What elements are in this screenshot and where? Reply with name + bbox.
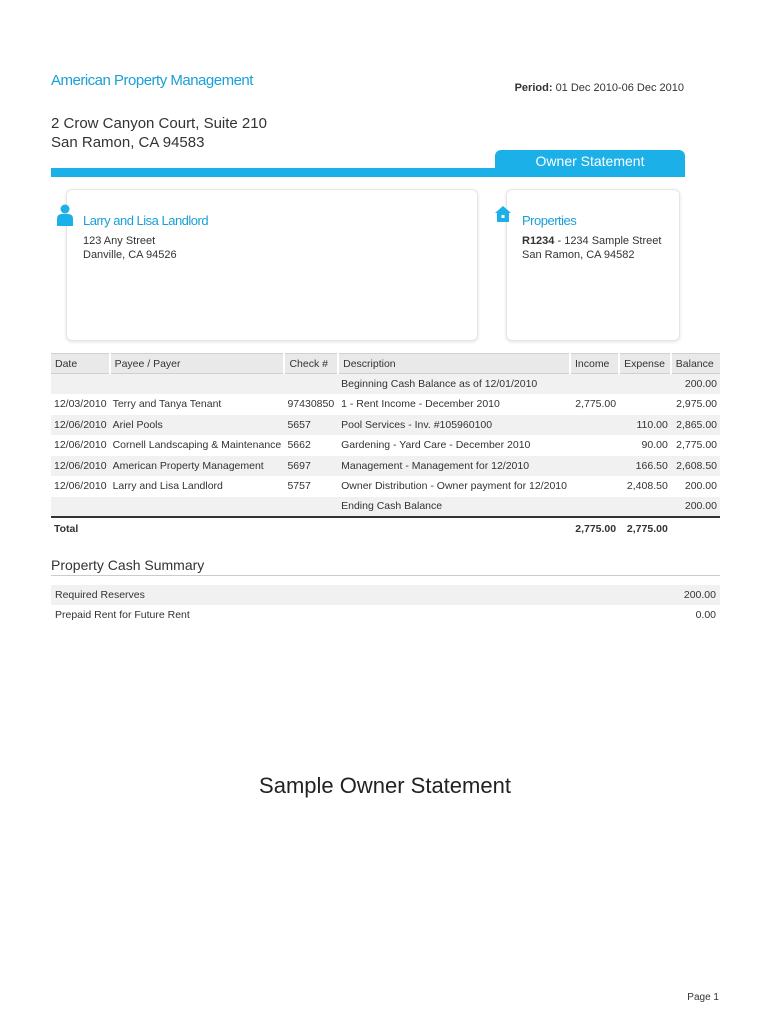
owner-street: 123 Any Street: [83, 235, 156, 247]
cell-date: [51, 374, 110, 395]
cell-date: [51, 497, 110, 518]
cell-expense: 166.50: [619, 456, 671, 477]
table-row: [51, 374, 720, 395]
cell-payee: Larry and Lisa Landlord: [112, 480, 223, 493]
cell-date: 12/06/2010: [51, 456, 110, 477]
table-row: [51, 415, 720, 436]
properties-title: Properties: [522, 213, 577, 228]
cell-payee: Terry and Tanya Tenant: [112, 398, 222, 411]
cell-payee: [110, 374, 285, 395]
cell-income: [570, 435, 619, 456]
cell-expense: 2,408.50: [626, 480, 668, 493]
cell-check: 5757: [287, 480, 311, 493]
owner-statement-tab: Owner Statement: [495, 150, 685, 177]
table-row: [51, 497, 720, 518]
cell-description: Ending Cash Balance: [338, 497, 570, 518]
column-header-expense: Expense: [619, 354, 671, 374]
cell-description: Management - Management for 12/2010: [338, 456, 570, 477]
cell-payee: American Property Management: [110, 456, 285, 477]
cell-balance: 2,608.50: [671, 456, 720, 477]
column-header-date: Date: [51, 354, 110, 374]
cell-check: [284, 497, 338, 518]
cell-balance: 2,975.00: [676, 398, 717, 411]
cell-payee: [110, 497, 285, 518]
property-street: - 1234 Sample Street: [554, 235, 662, 247]
period-label: Period:: [514, 82, 553, 94]
statement-period: [515, 82, 684, 94]
summary-row-prepaid-rent: [51, 605, 720, 625]
cell-balance: 200.00: [684, 480, 717, 493]
table-row: [51, 476, 720, 497]
cell-date: 12/03/2010: [54, 398, 107, 411]
column-header-description: Description: [338, 354, 570, 374]
table-row: [51, 456, 720, 477]
cell-balance: 200.00: [671, 374, 720, 395]
summary-label: Required Reserves: [55, 589, 145, 601]
cell-check: 97430850: [287, 398, 335, 411]
cell-date: 12/06/2010: [51, 415, 110, 436]
cell-payee: Cornell Landscaping & Maintenance: [112, 439, 282, 452]
cell-expense: [619, 497, 671, 518]
summary-row-required-reserves: [51, 585, 720, 605]
property-address-line: [522, 235, 661, 247]
owner-name: Larry and Lisa Landlord: [83, 213, 209, 228]
cell-expense: [619, 394, 671, 415]
ledger-header-row: [51, 354, 720, 374]
summary-divider: [51, 575, 720, 576]
cell-income: [570, 456, 619, 477]
cell-income: [570, 476, 619, 497]
cell-income: [570, 497, 619, 518]
ledger-table: [51, 353, 720, 539]
cell-expense: 110.00: [619, 415, 671, 436]
summary-label: Prepaid Rent for Future Rent: [55, 609, 190, 621]
cell-description: Beginning Cash Balance as of 12/01/2010: [338, 374, 570, 395]
column-header-payee: Payee / Payer: [110, 354, 285, 374]
total-income: 2,775.00: [570, 517, 619, 539]
ledger-total-row: [51, 517, 720, 539]
table-row: [51, 394, 720, 415]
period-value: 01 Dec 2010-06 Dec 2010: [555, 82, 684, 94]
column-header-check: Check #: [284, 354, 338, 374]
total-label: Total: [51, 517, 110, 539]
cell-expense: [619, 374, 671, 395]
cell-date: 12/06/2010: [54, 480, 107, 493]
property-city: San Ramon, CA 94582: [522, 249, 635, 261]
cell-check: 5657: [284, 415, 338, 436]
company-name: American Property Management: [51, 72, 253, 89]
cell-expense: 90.00: [641, 439, 668, 452]
property-code: R1234: [522, 235, 555, 247]
cell-description: Owner Distribution - Owner payment for 12/2010: [341, 480, 567, 493]
column-header-balance: Balance: [671, 354, 720, 374]
cell-check: 5697: [284, 456, 338, 477]
cell-check: 5662: [287, 439, 311, 452]
cell-income: 2,775.00: [575, 398, 617, 411]
company-address: [51, 114, 267, 152]
page-number: Page 1: [687, 992, 719, 1003]
person-icon: [57, 204, 73, 226]
cell-income: [570, 374, 619, 395]
house-icon: [494, 205, 512, 223]
sample-watermark: Sample Owner Statement: [259, 773, 511, 798]
owner-card: [66, 189, 478, 341]
cell-payee: Ariel Pools: [110, 415, 285, 436]
company-address-line2: San Ramon, CA 94583: [51, 134, 205, 151]
cell-balance: 200.00: [671, 497, 720, 518]
cell-description: Gardening - Yard Care - December 2010: [341, 439, 531, 452]
cell-description: 1 - Rent Income - December 2010: [341, 398, 500, 411]
cell-description: Pool Services - Inv. #105960100: [338, 415, 570, 436]
total-expense: 2,775.00: [619, 517, 671, 539]
cell-income: [570, 415, 619, 436]
cell-balance: 2,775.00: [676, 439, 717, 452]
table-row: [51, 435, 720, 456]
cell-balance: 2,865.00: [671, 415, 720, 436]
company-address-line1: 2 Crow Canyon Court, Suite 210: [51, 115, 267, 132]
summary-value: 200.00: [683, 589, 716, 601]
summary-title: Property Cash Summary: [51, 557, 205, 573]
properties-card: [506, 189, 680, 341]
cell-check: [284, 374, 338, 395]
column-header-income: Income: [570, 354, 619, 374]
cell-date: 12/06/2010: [54, 439, 107, 452]
owner-city: Danville, CA 94526: [83, 249, 177, 261]
summary-value: 0.00: [695, 609, 716, 621]
